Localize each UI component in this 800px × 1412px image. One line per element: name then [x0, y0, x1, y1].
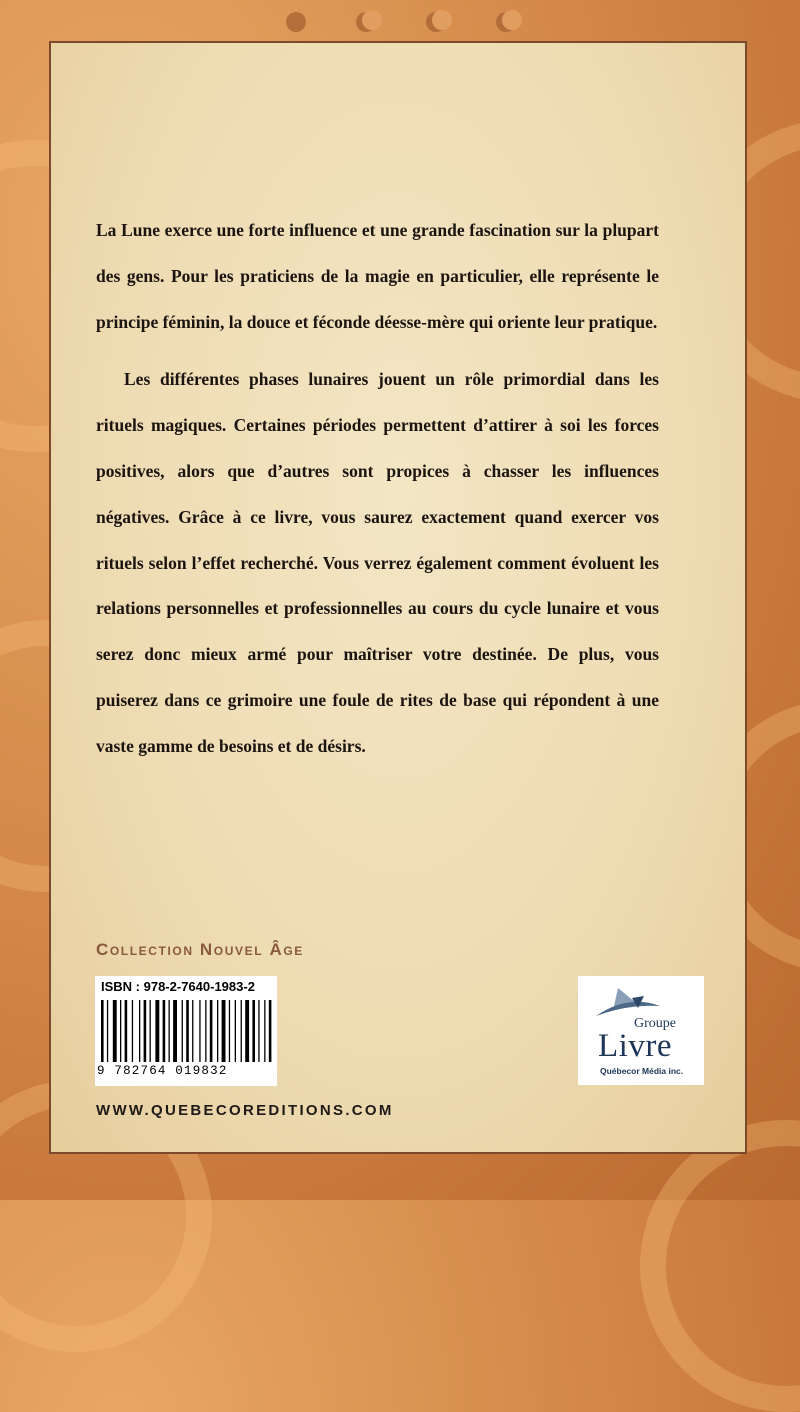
moon-phases-ornament: [282, 12, 527, 38]
publisher-logo: [578, 976, 704, 1085]
full-moon-icon: [286, 12, 306, 32]
logo-subtitle: Québecor Média inc.: [600, 1066, 684, 1076]
barcode-digits: 9 782764 019832: [97, 1064, 228, 1078]
publisher-website: WWW.QUEBECOREDITIONS.COM: [96, 1102, 394, 1119]
background-swirl: [640, 1120, 800, 1412]
crescent-moon-icon: [426, 12, 446, 32]
crescent-moon-icon: [496, 12, 516, 32]
isbn-label: ISBN : 978-2-7640-1983-2: [101, 979, 255, 994]
barcode-icon: [95, 998, 277, 1064]
description-paragraph: La Lune exerce une forte influence et une grande fascination sur la plupart des gens. Pour les praticiens de la magie en particulier, elle représente le principe féminin, la douce et féconde déesse-mère qui oriente leur pratique.: [96, 220, 659, 332]
logo-livre-text: Livre: [598, 1028, 672, 1064]
crescent-moon-icon: [356, 12, 376, 32]
description-paragraph: Les différentes phases lunaires jouent un rôle primordial dans les rituels magiques. Certaines périodes permettent d’attirer à soi les forces positives, alors que d’autres sont propices à chasser les influences négatives. Grâce à ce livre, vous saurez exactement quand exercer vos rituels selon l’effet recherché. Vous verrez également comment évoluent les relations personnelles et professionnelles au cours du cycle lunaire et vous serez donc mieux armé pour maîtriser votre destinée. De plus, vous puiserez dans ce grimoire une foule de rites de base qui répondent à une vaste gamme de besoins et de désirs.: [96, 369, 659, 756]
logo-groupe-text: Groupe: [634, 1016, 676, 1031]
collection-name: Collection Nouvel Âge: [96, 940, 304, 959]
book-description: [96, 208, 659, 770]
isbn-barcode-box: [95, 976, 277, 1086]
